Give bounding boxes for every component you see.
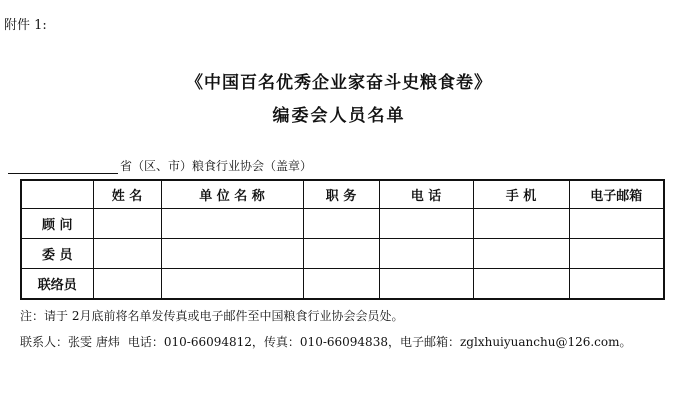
row-label-liaison: 联络员: [21, 269, 93, 300]
fax-number: 010-66094838，: [299, 335, 400, 349]
header-phone: 电 话: [379, 180, 473, 209]
table-cell: [379, 269, 473, 300]
table-header-row: [21, 180, 664, 209]
table-cell: [473, 239, 569, 269]
province-line-text: 省（区、市）粮食行业协会（盖章）: [120, 159, 313, 173]
table-cell: [569, 269, 664, 300]
table-row: [21, 269, 664, 300]
table-cell: [161, 239, 303, 269]
header-position: 职 务: [303, 180, 379, 209]
table-cell: [93, 209, 161, 239]
table-cell: [303, 269, 379, 300]
phone-number: 010-66094812，: [163, 335, 264, 349]
row-label-adviser: 顾 问: [21, 209, 93, 239]
table-cell: [303, 209, 379, 239]
phone-label: 电话：: [127, 335, 164, 349]
fax-label: 传真：: [263, 335, 300, 349]
table-cell: [569, 209, 664, 239]
submission-note: 注：请于 2月底前将名单发传真或电子邮件至中国粮食行业协会会员处。: [20, 309, 404, 323]
province-line: [8, 157, 312, 174]
header-mobile: 手 机: [473, 180, 569, 209]
contact-line: [20, 333, 632, 350]
document-title: 《中国百名优秀企业家奋斗史粮食卷》: [186, 73, 492, 93]
province-blank: [8, 159, 118, 174]
attachment-label: 附件 1:: [4, 18, 47, 33]
email-label: 电子邮箱：: [399, 335, 460, 349]
header-unit: 单 位 名 称: [161, 180, 303, 209]
table-row: [21, 239, 664, 269]
table-cell: [303, 239, 379, 269]
table-cell: [473, 209, 569, 239]
header-email: 电子邮箱: [569, 180, 664, 209]
table-cell: [93, 269, 161, 300]
roster-table: [20, 179, 665, 300]
table-cell: [93, 239, 161, 269]
table-row: [21, 209, 664, 239]
table-cell: [379, 239, 473, 269]
table-cell: [161, 209, 303, 239]
table-cell: [473, 269, 569, 300]
table-cell: [161, 269, 303, 300]
header-name: 姓 名: [93, 180, 161, 209]
contact-names: 张雯 唐炜: [68, 335, 120, 349]
row-label-member: 委 员: [21, 239, 93, 269]
contact-label: 联系人：: [20, 335, 69, 349]
table-cell: [569, 239, 664, 269]
table-cell: [379, 209, 473, 239]
email-address: zglxhuiyuanchu@126.com。: [459, 335, 632, 349]
header-cell: [21, 180, 93, 209]
document-subtitle: 编委会人员名单: [272, 106, 406, 126]
